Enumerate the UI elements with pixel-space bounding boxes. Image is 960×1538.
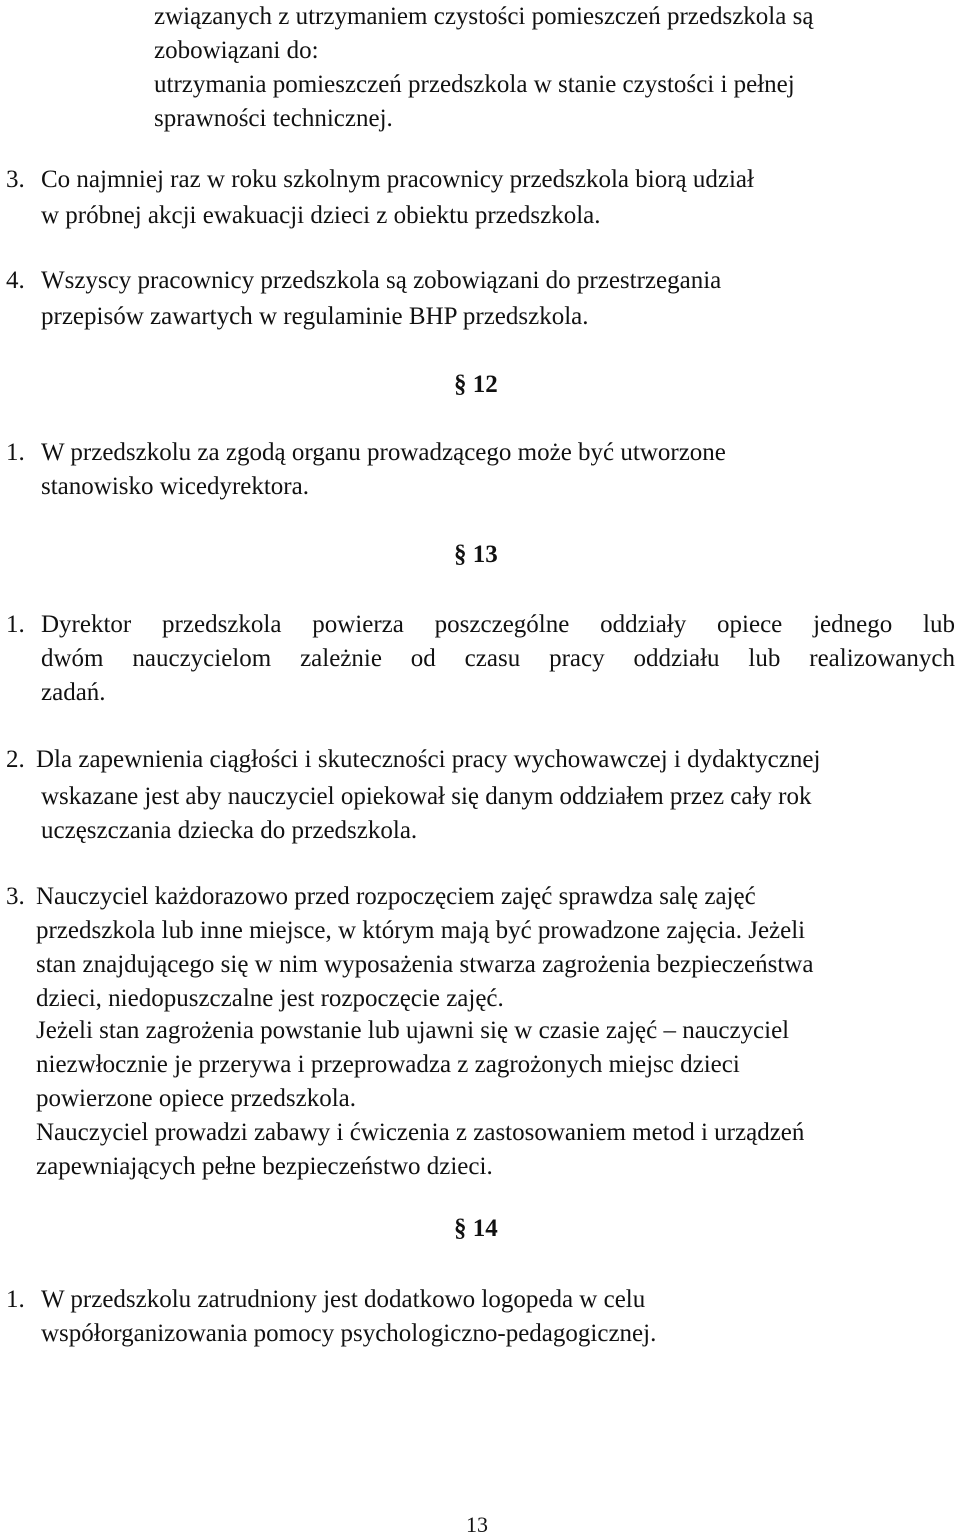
continuation-line: utrzymania pomieszczeń przedszkola w stanie czystości i pełnej	[154, 71, 795, 98]
item-text-line: Nauczyciel każdorazowo przed rozpoczęciem zajęć sprawdza salę zajęć	[36, 883, 756, 910]
item-text-line: dwóm nauczycielom zależnie od czasu pracy oddziału lub realizowanych	[41, 645, 955, 672]
continuation-line: związanych z utrzymaniem czystości pomieszczeń przedszkola są	[154, 3, 814, 30]
section-symbol: §	[454, 1215, 467, 1242]
item-text-line: powierzone opiece przedszkola.	[36, 1085, 356, 1112]
item-number: 3.	[6, 166, 25, 193]
section-number: 14	[472, 1215, 498, 1242]
section-number: 13	[472, 541, 498, 568]
item-text-line: zadań.	[41, 679, 106, 706]
item-text-line: uczęszczania dziecka do przedszkola.	[41, 817, 418, 844]
item-text-line: zapewniających pełne bezpieczeństwo dzieci.	[36, 1153, 493, 1180]
section-symbol: §	[454, 371, 467, 398]
section-number: 12	[472, 371, 498, 398]
item-number: 4.	[6, 267, 25, 294]
item-number: 1.	[6, 439, 25, 466]
item-text-line: stanowisko wicedyrektora.	[41, 473, 309, 500]
item-text-line: Dyrektor przedszkola powierza poszczególne oddziały opiece jednego lub	[41, 611, 955, 638]
item-text-line: Jeżeli stan zagrożenia powstanie lub ujawni się w czasie zajęć – nauczyciel	[36, 1017, 790, 1044]
item-number: 3.	[6, 883, 25, 910]
item-text-line: przedszkola lub inne miejsce, w którym mają być prowadzone zajęcia. Jeżeli	[36, 917, 806, 944]
item-text-line: stan znajdującego się w nim wyposażenia stwarza zagrożenia bezpieczeństwa	[36, 951, 814, 978]
page-number: 13	[466, 1512, 488, 1537]
item-text-line: Co najmniej raz w roku szkolnym pracownicy przedszkola biorą udział	[41, 166, 754, 193]
continuation-line: sprawności technicznej.	[154, 105, 393, 132]
item-text-line: W przedszkolu za zgodą organu prowadzącego może być utworzone	[41, 439, 726, 466]
item-text-line: Wszyscy pracownicy przedszkola są zobowiązani do przestrzegania	[41, 267, 722, 294]
item-text-line: Dla zapewnienia ciągłości i skuteczności pracy wychowawczej i dydaktycznej	[36, 746, 821, 773]
item-text-line: przepisów zawartych w regulaminie BHP przedszkola.	[41, 303, 589, 330]
section-heading-12	[454, 368, 498, 402]
item-text-line: niezwłocznie je przerywa i przeprowadza z zagrożonych miejsc dzieci	[36, 1051, 740, 1078]
item-text-line: Nauczyciel prowadzi zabawy i ćwiczenia z zastosowaniem metod i urządzeń	[36, 1119, 805, 1146]
item-text-line: dzieci, niedopuszczalne jest rozpoczęcie zajęć.	[36, 985, 504, 1012]
item-number: 1.	[6, 611, 25, 638]
item-number: 2.	[6, 746, 25, 773]
continuation-line: zobowiązani do:	[154, 37, 319, 64]
item-text-line: współorganizowania pomocy psychologiczno-pedagogicznej.	[41, 1320, 657, 1347]
section-heading-13	[454, 538, 498, 572]
item-text-line: wskazane jest aby nauczyciel opiekował się danym oddziałem przez cały rok	[41, 783, 812, 810]
section-symbol: §	[454, 541, 467, 568]
item-text-line: w próbnej akcji ewakuacji dzieci z obiektu przedszkola.	[41, 202, 601, 229]
item-text-line: W przedszkolu zatrudniony jest dodatkowo logopeda w celu	[41, 1286, 646, 1313]
section-heading-14	[454, 1212, 498, 1246]
item-number: 1.	[6, 1286, 25, 1313]
